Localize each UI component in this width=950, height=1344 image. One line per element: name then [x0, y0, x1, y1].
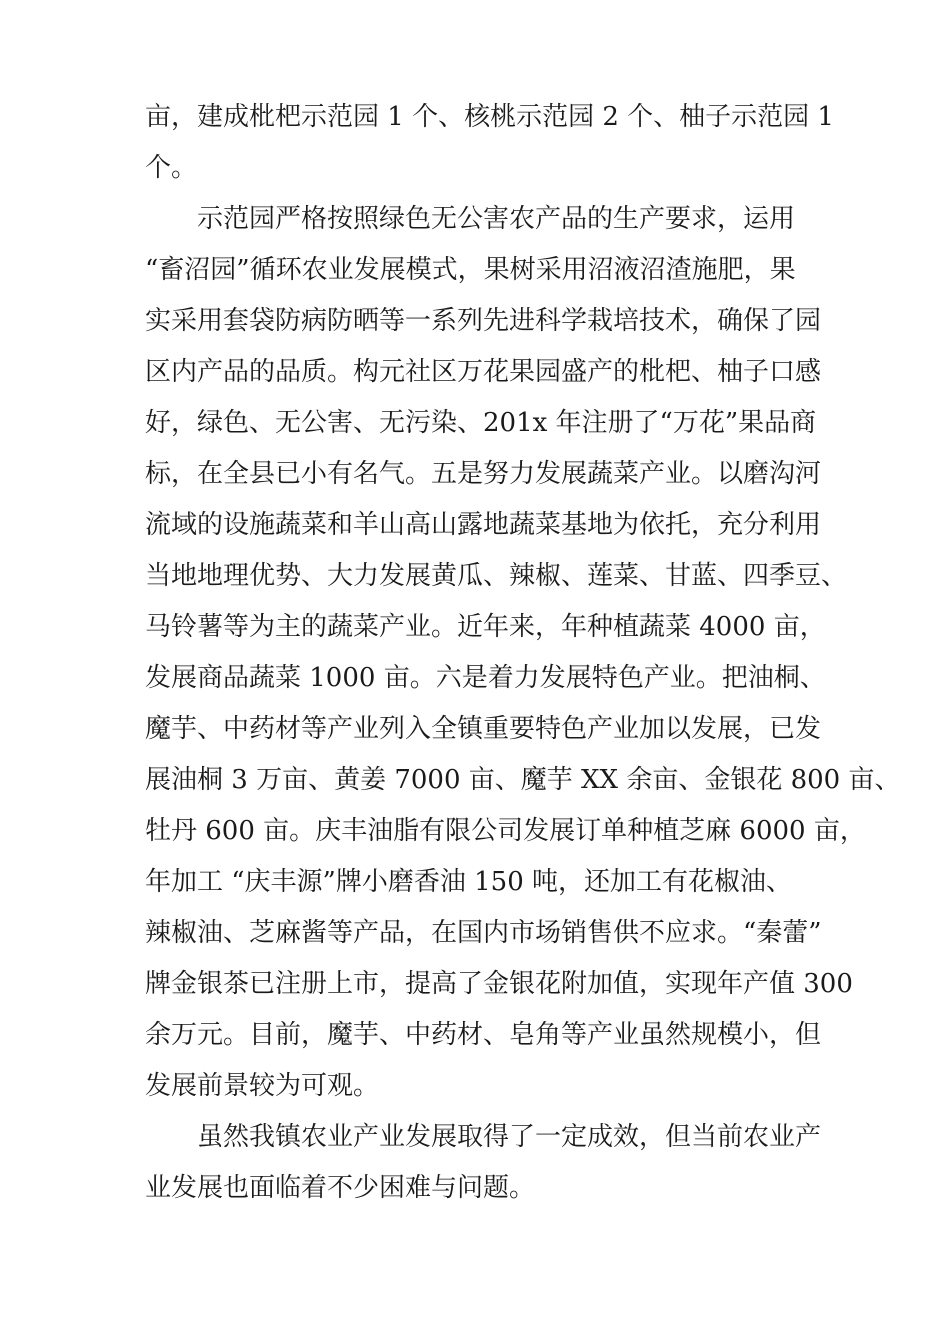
paragraph-2-line-17: 余万元。目前，魔芋、中药材、皂角等产业虽然规模小，但 [145, 1020, 822, 1050]
paragraph-2-line-10: 发展商品蔬菜 1000 亩。六是着力发展特色产业。把油桐、 [145, 663, 826, 693]
paragraph-2-line-6: 标，在全县已小有名气。五是努力发展蔬菜产业。以磨沟河 [145, 459, 822, 489]
paragraph-2-line-13: 牡丹 600 亩。庆丰油脂有限公司发展订单种植芝麻 6000 亩， [145, 816, 866, 846]
paragraph-2-line-2: “畜沼园”循环农业发展模式，果树采用沼液沼渣施肥，果 [145, 255, 796, 285]
paragraph-2-line-12: 展油桐 3 万亩、黄姜 7000 亩、魔芋 XX 余亩、金银花 800 亩、 [145, 765, 901, 795]
paragraph-2-line-15: 辣椒油、芝麻酱等产品，在国内市场销售供不应求。“秦蕾” [145, 918, 822, 948]
paragraph-2-line-3: 实采用套袋防病防晒等一系列先进科学栽培技术，确保了园 [145, 306, 822, 336]
paragraph-3-line-1: 虽然我镇农业产业发展取得了一定成效，但当前农业产 [197, 1122, 822, 1152]
paragraph-2-line-9: 马铃薯等为主的蔬菜产业。近年来，年种植蔬菜 4000 亩， [145, 612, 826, 642]
paragraph-2-line-1: 示范园严格按照绿色无公害农产品的生产要求，运用 [197, 204, 796, 234]
paragraph-1-line-1: 亩，建成枇杷示范园 1 个、核桃示范园 2 个、柚子示范园 1 [145, 102, 834, 132]
paragraph-1-line-2: 个。 [145, 153, 198, 183]
paragraph-2-line-11: 魔芋、中药材等产业列入全镇重要特色产业加以发展，已发 [145, 714, 822, 744]
paragraph-2-line-7: 流域的设施蔬菜和羊山高山露地蔬菜基地为依托，充分利用 [145, 510, 822, 540]
paragraph-2-line-16: 牌金银茶已注册上市，提高了金银花附加值，实现年产值 300 [145, 969, 853, 999]
paragraph-2-line-5: 好，绿色、无公害、无污染、201x 年注册了“万花”果品商 [145, 408, 817, 438]
paragraph-2-line-18: 发展前景较为可观。 [145, 1071, 380, 1101]
paragraph-3-line-2: 业发展也面临着不少困难与问题。 [145, 1173, 536, 1203]
paragraph-2-line-8: 当地地理优势、大力发展黄瓜、辣椒、莲菜、甘蓝、四季豆、 [145, 561, 848, 591]
paragraph-2-line-14: 年加工 “庆丰源”牌小磨香油 150 吨，还加工有花椒油、 [145, 867, 793, 897]
paragraph-2-line-4: 区内产品的品质。构元社区万花果园盛产的枇杷、柚子口感 [145, 357, 822, 387]
